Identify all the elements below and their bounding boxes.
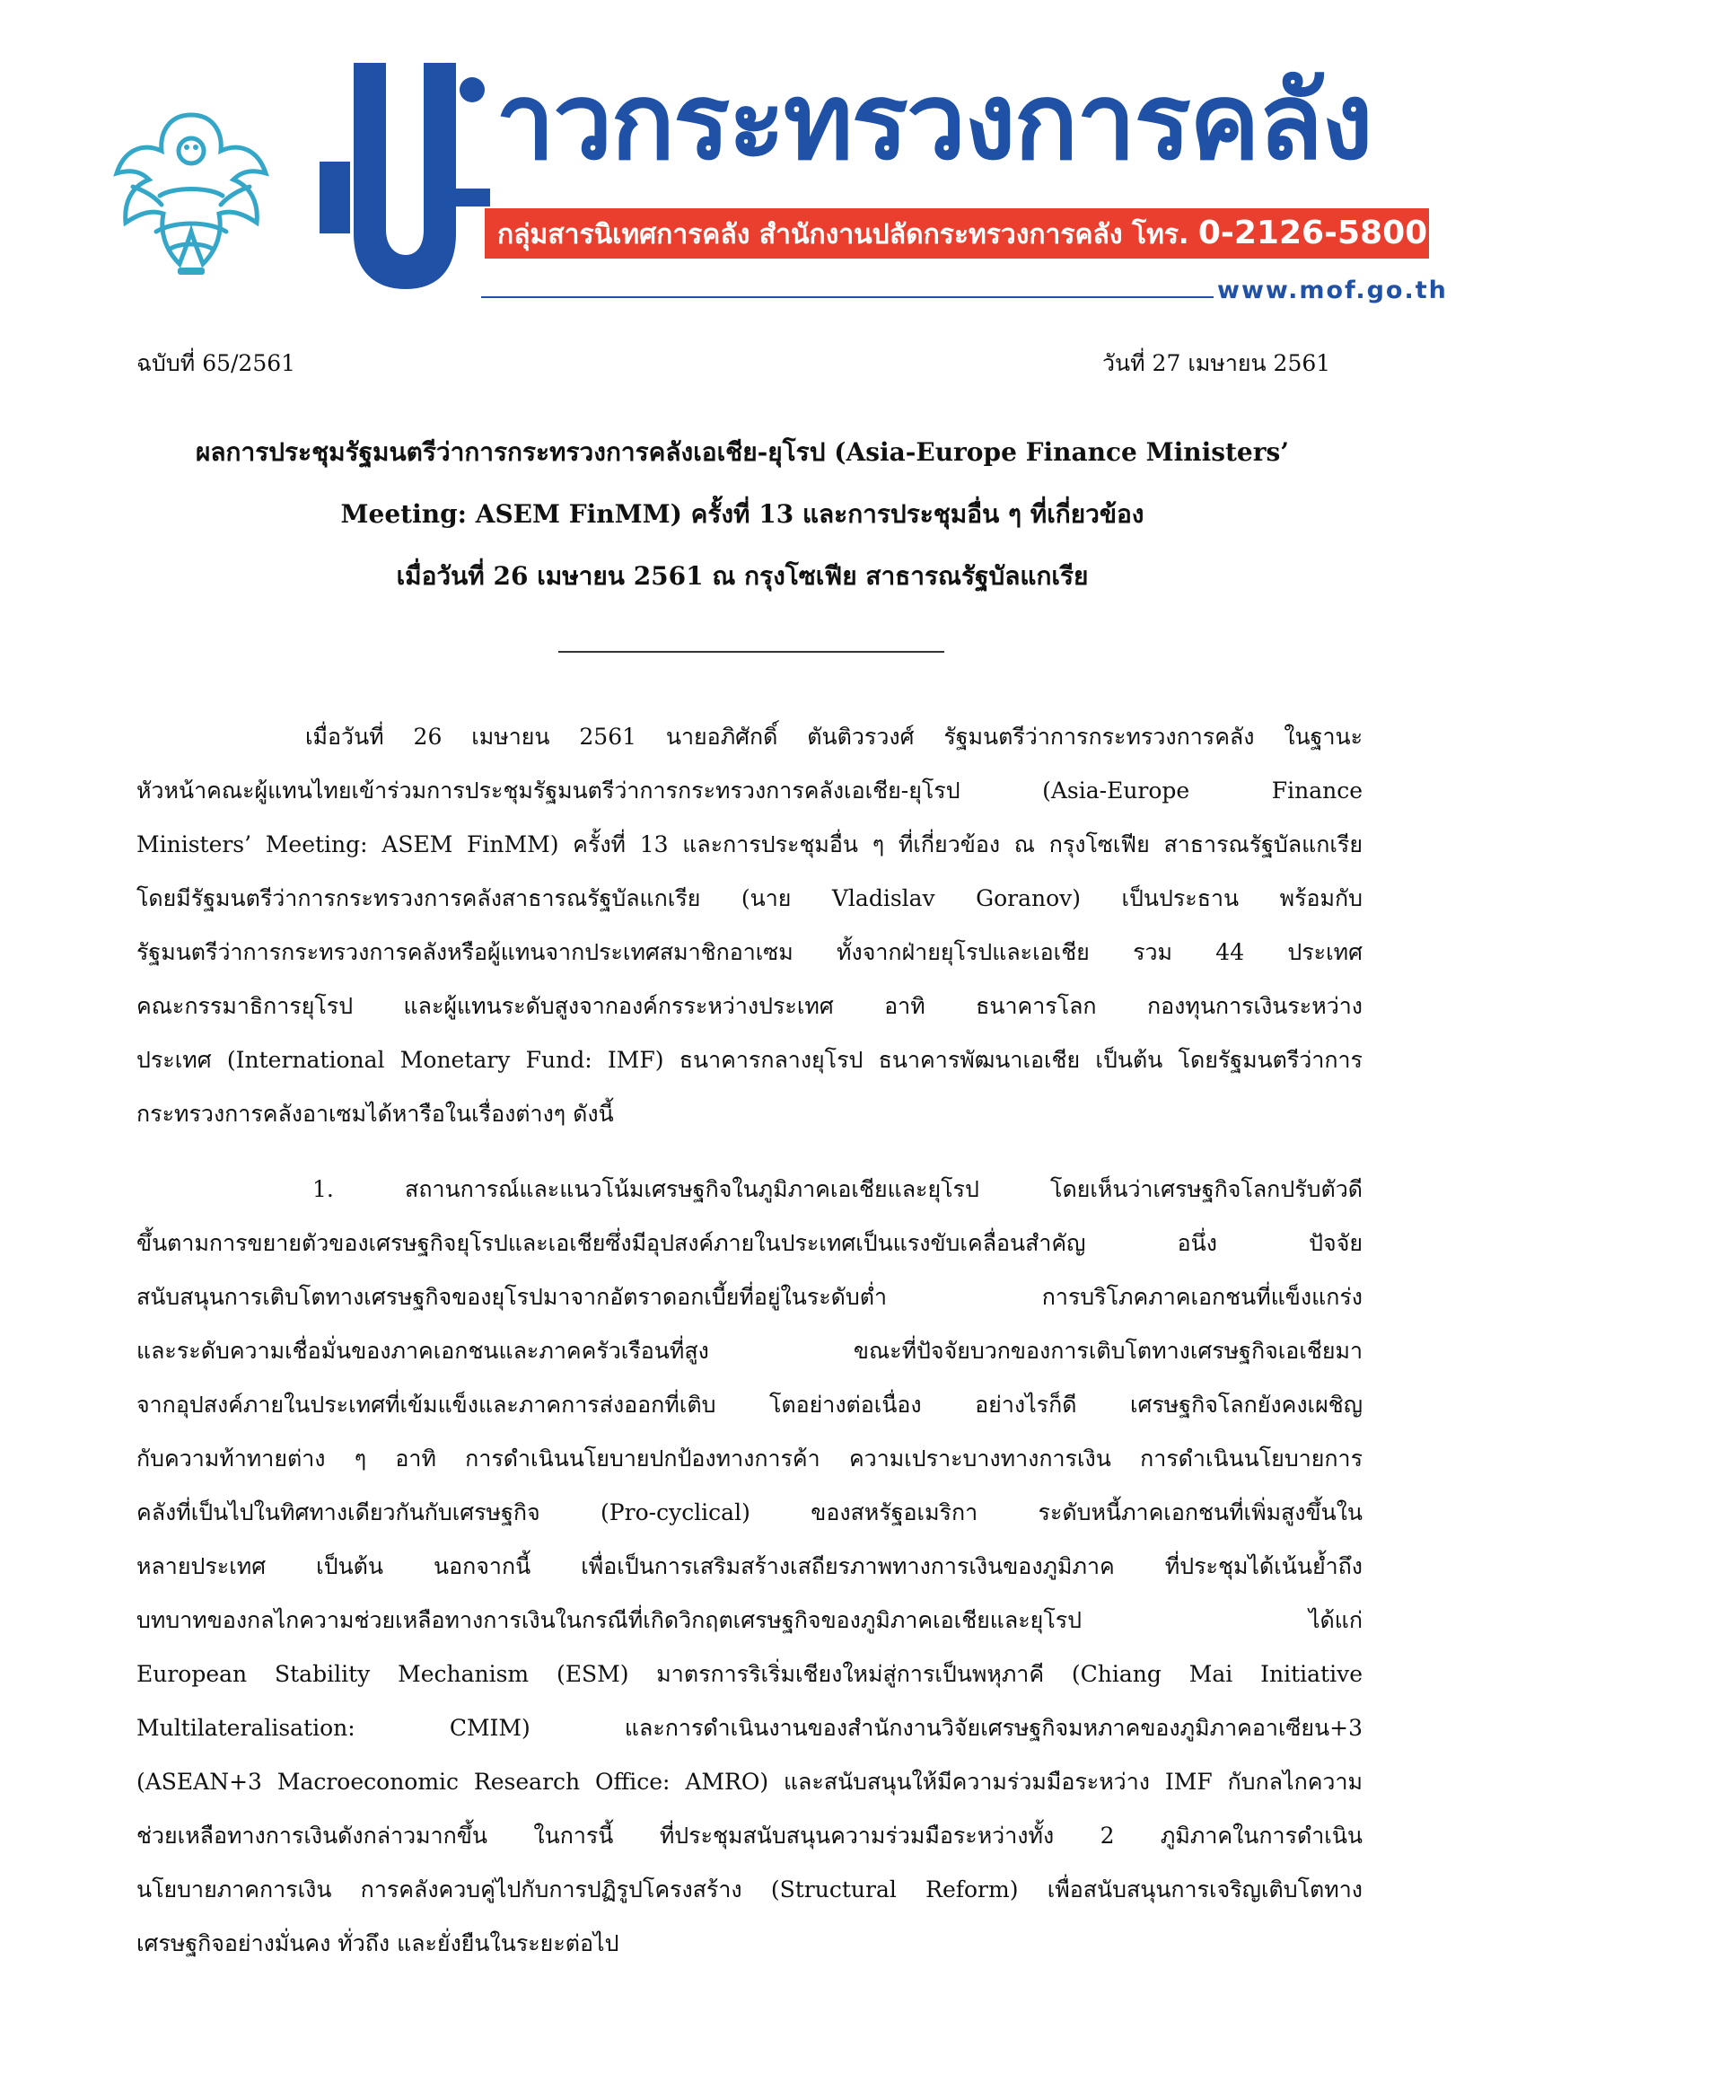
issue-date: วันที่ 27 เมษายน 2561 [1102, 350, 1331, 376]
paragraph-line: คลังที่เป็นไปในทิศทางเดียวกันกับเศรษฐกิจ (Pro-cyclical) ของสหรัฐอเมริกา ระดับหนี้ภาคเอกชนที่เพิ่มสูงขึ้นใน [136, 1499, 1363, 1525]
headline-line-2: Meeting: ASEM FinMM) ครั้งที่ 13 และการประชุมอื่น ๆ ที่เกี่ยวข้อง [340, 499, 1144, 529]
paragraph-line: หลายประเทศ เป็นต้น นอกจากนี้ เพื่อเป็นการเสริมสร้างเสถียรภาพทางการเงินของภูมิภาค ที่ประชุมได้เน้นย้ำถึง [136, 1553, 1363, 1579]
paragraph-line: หัวหน้าคณะผู้แทนไทยเข้าร่วมการประชุมรัฐมนตรีว่าการกระทรวงการคลังเอเชีย-ยุโรป (Asia-Europe Finance [136, 778, 1363, 804]
paragraph-line: เศรษฐกิจอย่างมั่นคง ทั่วถึง และยั่งยืนในระยะต่อไป [136, 1930, 619, 1956]
headline-separator [558, 651, 944, 653]
masthead [0, 0, 1736, 310]
headline-line-3: เมื่อวันที่ 26 เมษายน 2561 ณ กรุงโซเฟีย สาธารณรัฐบัลแกเรีย [396, 561, 1089, 591]
contact-phone: 0-2126-5800 [1197, 215, 1428, 251]
paragraph-line: กับความท้าทายต่าง ๆ อาทิ การดำเนินนโยบายปกป้องทางการค้า ความเปราะบางทางการเงิน การดำเนินนโยบายการ [136, 1445, 1363, 1472]
contact-fax: 0-2273-9763 [1539, 218, 1736, 250]
paragraph-line: และระดับความเชื่อมั่นของภาคเอกชนและภาคครัวเรือนที่สูง ขณะที่ปัจจัยบวกของการเติบโตทางเศรษฐกิจเอเชียมา [136, 1338, 1363, 1364]
paragraph-line: รัฐมนตรีว่าการกระทรวงการคลังหรือผู้แทนจากประเทศสมาชิกอาเซม ทั้งจากฝ่ายยุโรปและเอเชีย รวม 44 ประเทศ [136, 939, 1363, 965]
paragraph-line: ช่วยเหลือทางการเงินดังกล่าวมากขึ้น ในการนี้ ที่ประชุมสนับสนุนความร่วมมือระหว่างทั้ง 2 ภูมิภาคในการดำเนิน [136, 1823, 1363, 1849]
issue-number: ฉบับที่ 65/2561 [136, 350, 296, 376]
masthead-title: าวกระทรวงการคลัง [495, 59, 1372, 183]
paragraph-line: (ASEAN+3 Macroeconomic Research Office: AMRO) และสนับสนุนให้มีความร่วมมือระหว่าง IMF กับกลไกความ [136, 1769, 1363, 1795]
paragraph-line: 1. สถานการณ์และแนวโน้มเศรษฐกิจในภูมิภาคเอเชียและยุโรป โดยเห็นว่าเศรษฐกิจโลกปรับตัวดี [312, 1176, 1363, 1202]
paragraph-line: ขึ้นตามการขยายตัวของเศรษฐกิจยุโรปและเอเชียซึ่งมีอุปสงค์ภายในประเทศเป็นแรงขับเคลื่อนสำคัญ อนึ่ง ปัจจัย [136, 1230, 1363, 1256]
paragraph-line: Ministers’ Meeting: ASEM FinMM) ครั้งที่ 13 และการประชุมอื่น ๆ ที่เกี่ยวข้อง ณ กรุงโซเฟีย สาธารณรัฐบัลแกเรีย [136, 831, 1363, 857]
paragraph-line: โดยมีรัฐมนตรีว่าการกระทรวงการคลังสาธารณรัฐบัลแกเรีย (นาย Vladislav Goranov) เป็นประธาน พร้อมกับ [136, 885, 1363, 911]
paragraph-line: สนับสนุนการเติบโตทางเศรษฐกิจของยุโรปมาจากอัตราดอกเบี้ยที่อยู่ในระดับต่ำ การบริโภคภาคเอกชนที่แข็งแกร่ง [136, 1284, 1363, 1310]
masthead-logo-letter [320, 54, 490, 296]
paragraph-line: นโยบายภาคการเงิน การคลังควบคู่ไปกับการปฏิรูปโครงสร้าง (Structural Reform) เพื่อสนับสนุนการเจริญเติบโตทาง [136, 1876, 1363, 1902]
paragraph-line: จากอุปสงค์ภายในประเทศที่เข้มแข็งและภาคการส่งออกที่เติบ โตอย่างต่อเนื่อง อย่างไรก็ดี เศรษฐกิจโลกยังคงเผชิญ [136, 1392, 1363, 1418]
garuda-emblem-icon [106, 97, 276, 286]
contact-fax-label: โทรสาร [1436, 219, 1530, 250]
masthead-contact-bar [485, 208, 1736, 259]
headline-line-1: ผลการประชุมรัฐมนตรีว่าการกระทรวงการคลังเอเชีย-ยุโรป (Asia-Europe Finance Ministers’ [195, 437, 1290, 467]
paragraph-line: คณะกรรมาธิการยุโรป และผู้แทนระดับสูงจากองค์กรระหว่างประเทศ อาทิ ธนาคารโลก กองทุนการเงินระหว่าง [136, 993, 1363, 1019]
paragraph-line: กระทรวงการคลังอาเซมได้หารือในเรื่องต่างๆ ดังนี้ [136, 1101, 614, 1127]
paragraph-line: ประเทศ (International Monetary Fund: IMF) ธนาคารกลางยุโรป ธนาคารพัฒนาเอเชีย เป็นต้น โดยรัฐมนตรีว่าการ [136, 1047, 1363, 1073]
paragraph-line: บทบาทของกลไกความช่วยเหลือทางการเงินในกรณีที่เกิดวิกฤตเศรษฐกิจของภูมิภาคเอเชียและยุโรป ได้แก่ [136, 1607, 1363, 1633]
contact-office: กลุ่มสารนิเทศการคลัง สำนักงานปลัดกระทรวงการคลัง โทร. [497, 219, 1189, 250]
website-link[interactable]: www.mof.go.th [1217, 277, 1448, 304]
paragraph-line: European Stability Mechanism (ESM) มาตรการริเริ่มเชียงใหม่สู่การเป็นพหุภาคี (Chiang Mai Initiative [136, 1661, 1363, 1687]
paragraph-line: Multilateralisation: CMIM) และการดำเนินงานของสำนักงานวิจัยเศรษฐกิจมหภาคของภูมิภาคอาเซียน+3 [136, 1715, 1363, 1741]
masthead-divider [481, 296, 1214, 298]
paragraph-line: เมื่อวันที่ 26 เมษายน 2561 นายอภิศักดิ์ ตันติวรวงศ์ รัฐมนตรีว่าการกระทรวงการคลัง ในฐานะ [305, 724, 1363, 750]
